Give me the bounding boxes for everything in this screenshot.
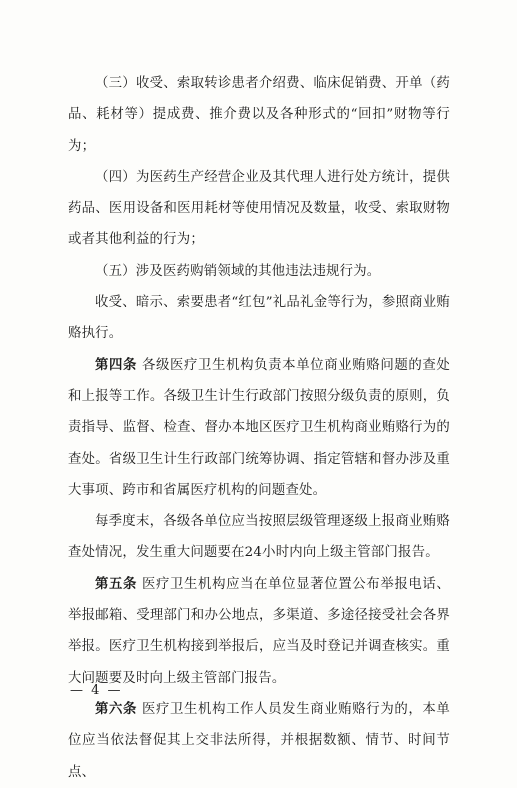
page-number: — 4 — [70, 683, 123, 698]
article-6: 第六条 医疗卫生机构工作人员发生商业贿赂行为的，本单位应当依法督促其上交非法所得，并根据数额、情节、时间节点、 [68, 700, 451, 780]
article-5-number: 第五条 [95, 575, 138, 592]
article-5: 第五条 医疗卫生机构应当在单位显著位置公布举报电话、举报邮箱、受理部门和办公地点，多渠道、多途径接受社会各界举报。医疗卫生机构接到举报后，应当及时登记并调查核实。重大问题要及时向上级主管部门报告。 [68, 575, 451, 686]
paragraph-3: （三）收受、索取转诊患者介绍费、临床促销费、开单（药品、耗材等）提成费、推介费以及各种形式的“回扣”财物等行为； [68, 76, 450, 154]
article-4-number: 第四条 [95, 356, 138, 373]
paragraph-quarterly-report: 每季度末，各级各单位应当按照层级管理逐级上报商业贿赂查处情况，发生重大问题要在24小时内向上级主管部门报告。 [68, 514, 450, 561]
article-4: 第四条 各级医疗卫生机构负责本单位商业贿赂问题的查处和上报等工作。各级卫生计生行政部门按照分级负责的原则，负责指导、监督、检查、督办本地区医疗卫生机构商业贿赂行为的查处。省级卫生计生行政部门统筹协调、指定管辖和督办涉及重大事项、跨市和省属医疗机构的问题查处。 [68, 356, 451, 498]
article-6-number: 第六条 [95, 700, 138, 717]
paragraph-red-envelope: 收受、暗示、索要患者“红包”礼品礼金等行为，参照商业贿赂执行。 [68, 295, 450, 342]
body-text [68, 68, 450, 788]
paragraph-5: （五）涉及医药购销领域的其他违法违规行为。 [95, 263, 381, 279]
paragraph-4: （四）为医药生产经营企业及其代理人进行处方统计，提供药品、医用设备和医用耗材等使用情况及数量，收受、索取财物或者其他利益的行为； [68, 169, 450, 248]
